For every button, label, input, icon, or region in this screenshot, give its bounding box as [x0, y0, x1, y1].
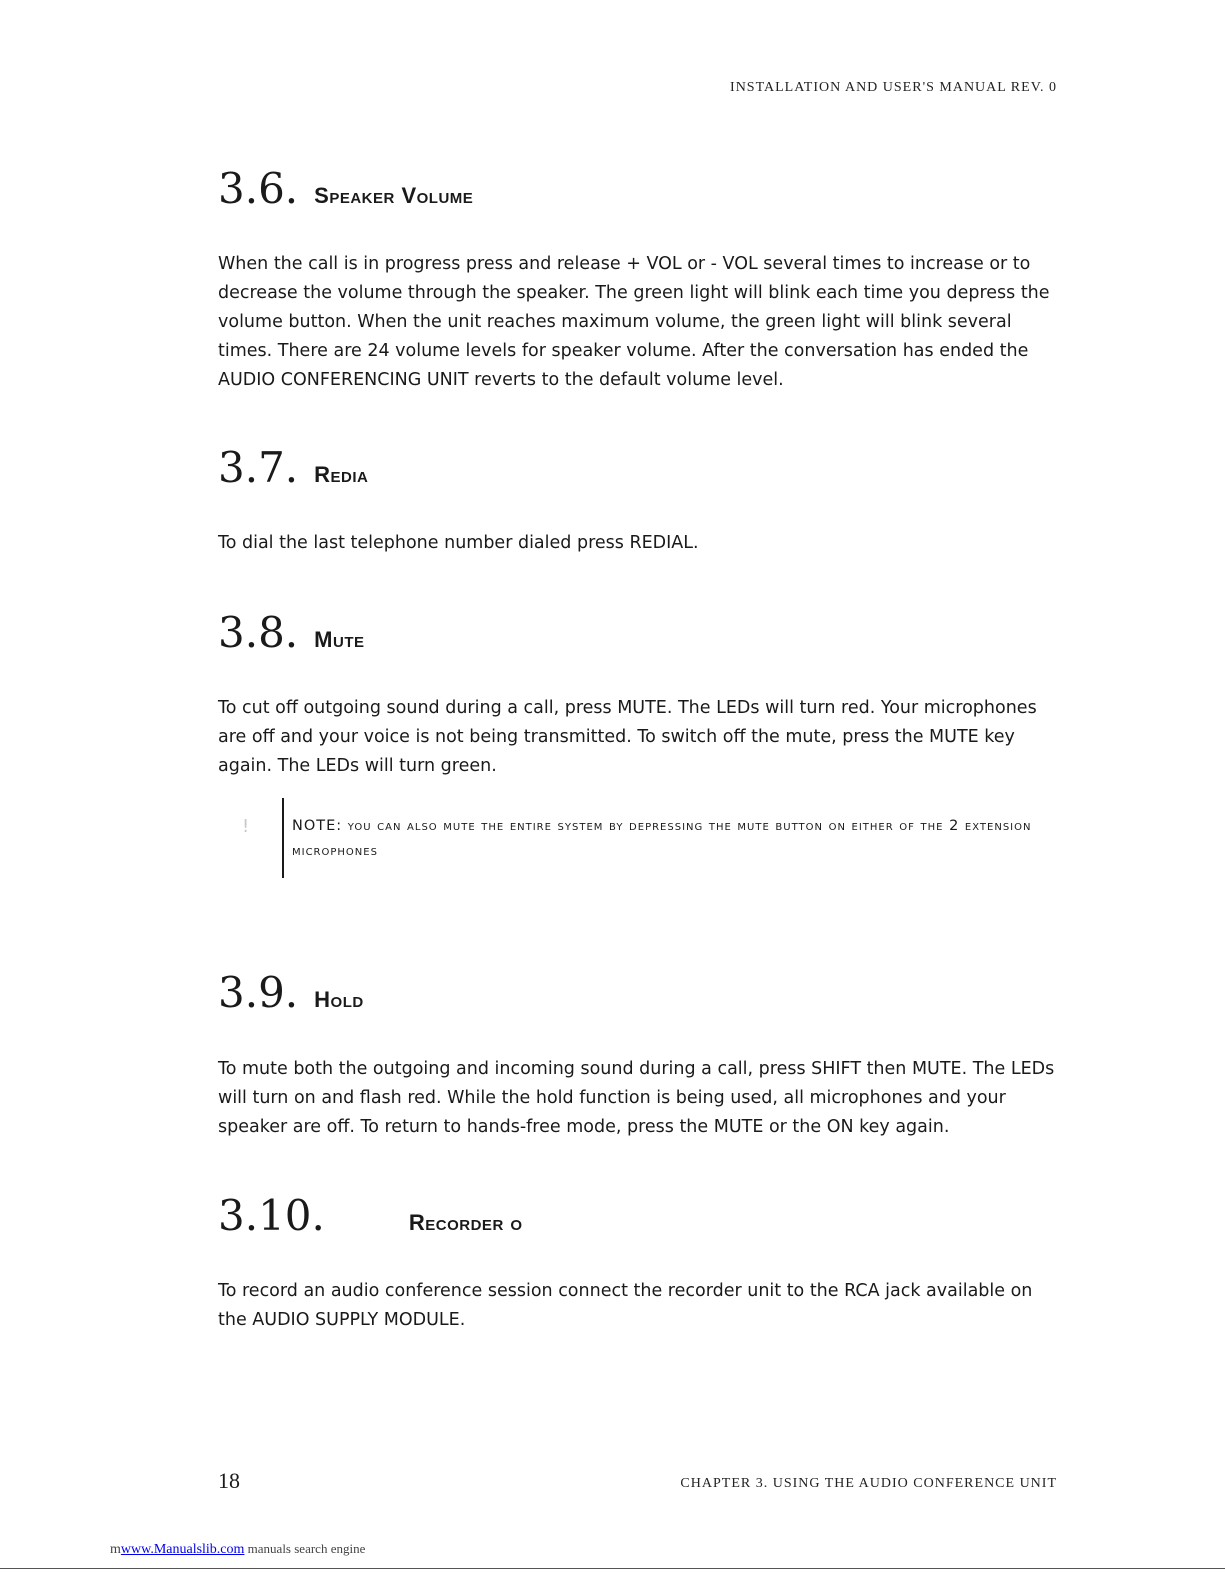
section-number: 3.7. — [218, 443, 299, 492]
section-title: Hold — [314, 987, 364, 1012]
watermark-suffix: manuals search engine — [244, 1541, 366, 1556]
section-number: 3.10. — [218, 1191, 325, 1240]
section-title: Mute — [314, 627, 365, 652]
section-body-3-6: When the call is in progress press and release + VOL or - VOL several times to increase or to decrease the volume through the speaker. The green light will blink each time you depress the volume button. When the unit reaches maximum volume, the green light will blink several times. There are 24 volume levels for speaker volume. After the conversation has ended the AUDIO CONFERENCING UNIT reverts to the default volume level. — [218, 254, 1050, 390]
section-heading-3-10 — [218, 1191, 523, 1240]
page-number: 18 — [218, 1468, 240, 1493]
watermark — [110, 1541, 365, 1558]
section-title: Redia — [314, 462, 369, 487]
manualslib-link[interactable]: www.Manualslib.com — [120, 1542, 245, 1557]
section-heading-3-9 — [218, 968, 364, 1017]
section-body-3-10: To record an audio conference session connect the recorder unit to the RCA jack available on the AUDIO SUPPLY MODULE. — [218, 1281, 1033, 1330]
section-number: 3.6. — [218, 164, 299, 213]
section-body-3-8: To cut off outgoing sound during a call, press MUTE. The LEDs will turn red. Your microphones are off and your voice is not being transmitted. To switch off the mute, press the MUTE key again. The LEDs will turn green. — [218, 698, 1037, 776]
section-title: Speaker Volume — [314, 183, 474, 208]
section-number: 3.9. — [218, 968, 299, 1017]
chapter-footer: CHAPTER 3. USING THE AUDIO CONFERENCE UNIT — [680, 1476, 1057, 1491]
note-text: NOTE: you can also mute the entire system by depressing the mute button on either of the 2 extension microphones — [292, 818, 1032, 859]
running-header: INSTALLATION AND USER'S MANUAL REV. 0 — [730, 80, 1057, 95]
warning-icon: ! — [242, 816, 250, 837]
section-heading-3-7 — [218, 443, 368, 492]
section-body-3-9: To mute both the outgoing and incoming sound during a call, press SHIFT then MUTE. The LEDs will turn on and flash red. While the hold function is being used, all microphones and your speaker are off. To return to hands-free mode, press the MUTE or the ON key again. — [218, 1059, 1055, 1137]
section-body-3-7: To dial the last telephone number dialed press REDIAL. — [218, 533, 699, 553]
section-heading-3-8 — [218, 608, 364, 657]
note-callout — [230, 798, 1030, 878]
note-divider — [282, 798, 284, 878]
section-number: 3.8. — [218, 608, 299, 657]
section-title: Recorder o — [408, 1210, 523, 1235]
bottom-divider — [0, 1568, 1225, 1569]
section-heading-3-6 — [218, 164, 473, 213]
watermark-prefix: m — [110, 1542, 121, 1557]
